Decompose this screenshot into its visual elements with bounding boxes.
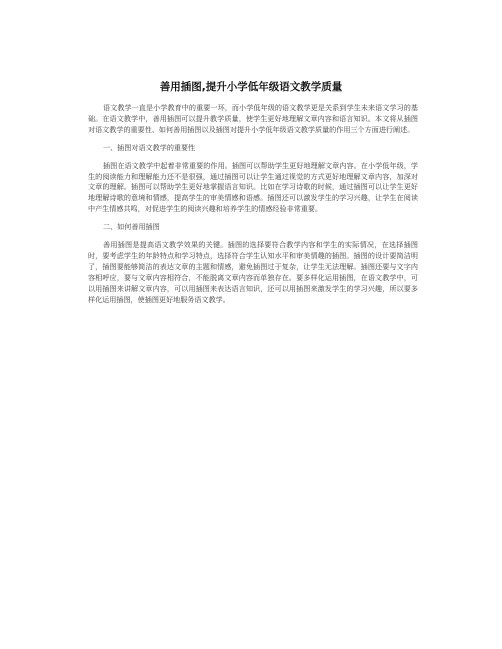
section-2-heading: 二、如何善用插图 [103, 222, 160, 232]
document-body [88, 103, 418, 306]
section-2-paragraph: 善用插图是提高语文教学效果的关键。插图的选择要符合教学内容和学生的实际情况，在选择插图时，要考虑学生的年龄特点和学习特点，选择符合学生认知水平和审美情趣的插图。插图的设计要简洁明了，插图要能够简洁的表达文章的主题和情感，避免插图过于复杂，让学生无法理解。插图还要与文字内容相呼应，要与文章内容相符合，不能脱离文章内容而单独存在。要多样化运用插图，在语文教学中，可以用插图来讲解文章内容，可以用插图来表达语言知识，还可以用插图来激发学生的学习兴趣，所以要多样化运用插图，使插图更好地服务语文教学。 [88, 240, 418, 304]
section-1-paragraph: 插图在语文教学中起着非常重要的作用。插图可以帮助学生更好地理解文章内容。在小学低年级，学生的阅读能力和理解能力还不是很强，通过插图可以让学生通过视觉的方式更好地理解文章内容，加深对文章的理解。插图可以帮助学生更好地掌握语言知识。比如在学习诗歌的时候，通过插图可以让学生更好地理解诗歌的意境和情感，提高学生的审美情感和语感。插图还可以激发学生的学习兴趣，让学生在阅读中产生情感共鸣，对促进学生的阅读兴趣和培养学生的情感经验非常重要。 [88, 160, 418, 214]
document-title: 善用插图,提升小学低年级语文教学质量 [159, 81, 343, 93]
section-1-heading: 一、插图对语文教学的重要性 [103, 142, 196, 152]
intro-paragraph: 语文教学一直是小学教育中的重要一环，而小学低年级的语文教学更是关系到学生未来语文学习的基础。在语文教学中，善用插图可以提升教学质量，使学生更好地理解文章内容和语言知识。本文将从插图对语文教学的重要性、如何善用插图以及插图对提升小学低年级语文教学质量的作用三个方面进行阐述。 [88, 103, 418, 134]
